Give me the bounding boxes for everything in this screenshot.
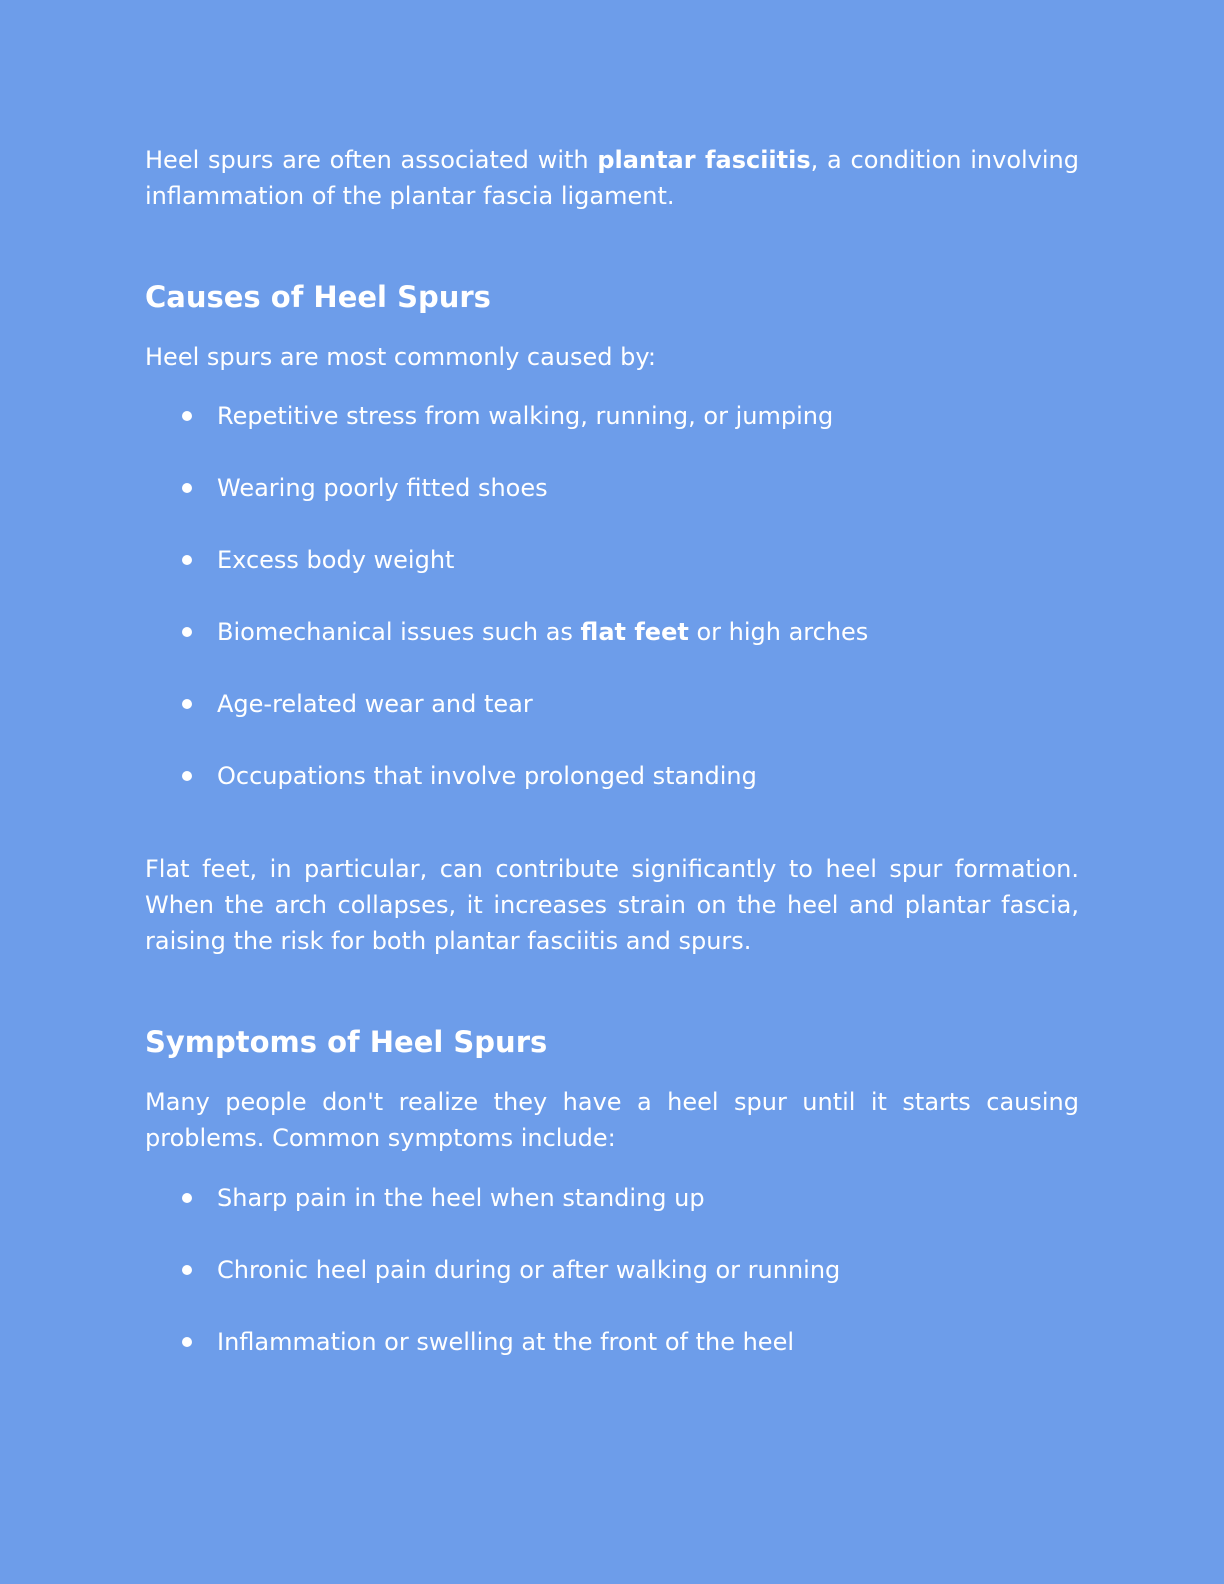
bullet-icon [182,483,192,493]
list-item-text: Age-related wear and tear [217,690,533,718]
list-item-text: Wearing poorly fitted shoes [217,474,548,502]
list-item [145,1324,1079,1360]
list-item-text: Sharp pain in the heel when standing up [217,1184,705,1212]
symptoms-heading: Symptoms of Heel Spurs [145,1025,548,1059]
bullet-icon [182,1193,192,1203]
bullet-icon [182,699,192,709]
symptoms-lead-paragraph: Many people don't realize they have a heel spur until it starts causing problems. Common symptoms include: [145,1088,1079,1152]
list-item [145,758,1079,794]
list-item-bold-term: flat feet [580,618,689,646]
bullet-icon [182,627,192,637]
flat-feet-paragraph: Flat feet, in particular, can contribute significantly to heel spur formation. When the arch collapses, it increases strain on the heel and plantar fascia, raising the risk for both plantar fasciitis and spurs. [145,855,1079,955]
list-item [145,542,1079,578]
list-item [145,1252,1079,1288]
symptoms-list [145,1180,1079,1360]
list-item [145,614,1079,650]
intro-paragraph [145,142,1079,214]
bullet-icon [182,1337,192,1347]
list-item [145,398,1079,434]
list-item-text: Chronic heel pain during or after walking or running [217,1256,841,1284]
bullet-icon [182,1265,192,1275]
list-item [145,686,1079,722]
intro-text-start: Heel spurs are often associated with [145,146,598,174]
list-item-text: Excess body weight [217,546,455,574]
bullet-icon [182,555,192,565]
bullet-icon [182,771,192,781]
intro-text-end: , a condition involving inflammation of the plantar fascia ligament. [145,146,1080,210]
list-item-text-end: or high arches [688,618,869,646]
causes-list [145,398,1079,794]
list-item-text: Occupations that involve prolonged standing [217,762,757,790]
list-item-text: Repetitive stress from walking, running, or jumping [217,402,834,430]
bullet-icon [182,411,192,421]
causes-lead-paragraph: Heel spurs are most commonly caused by: [145,343,656,371]
list-item-text-start: Biomechanical issues such as [217,618,581,646]
causes-heading: Causes of Heel Spurs [145,280,491,314]
list-item [145,1180,1079,1216]
list-item-text: Inflammation or swelling at the front of the heel [217,1328,795,1356]
list-item [145,470,1079,506]
intro-bold-term: plantar fasciitis [597,146,811,174]
